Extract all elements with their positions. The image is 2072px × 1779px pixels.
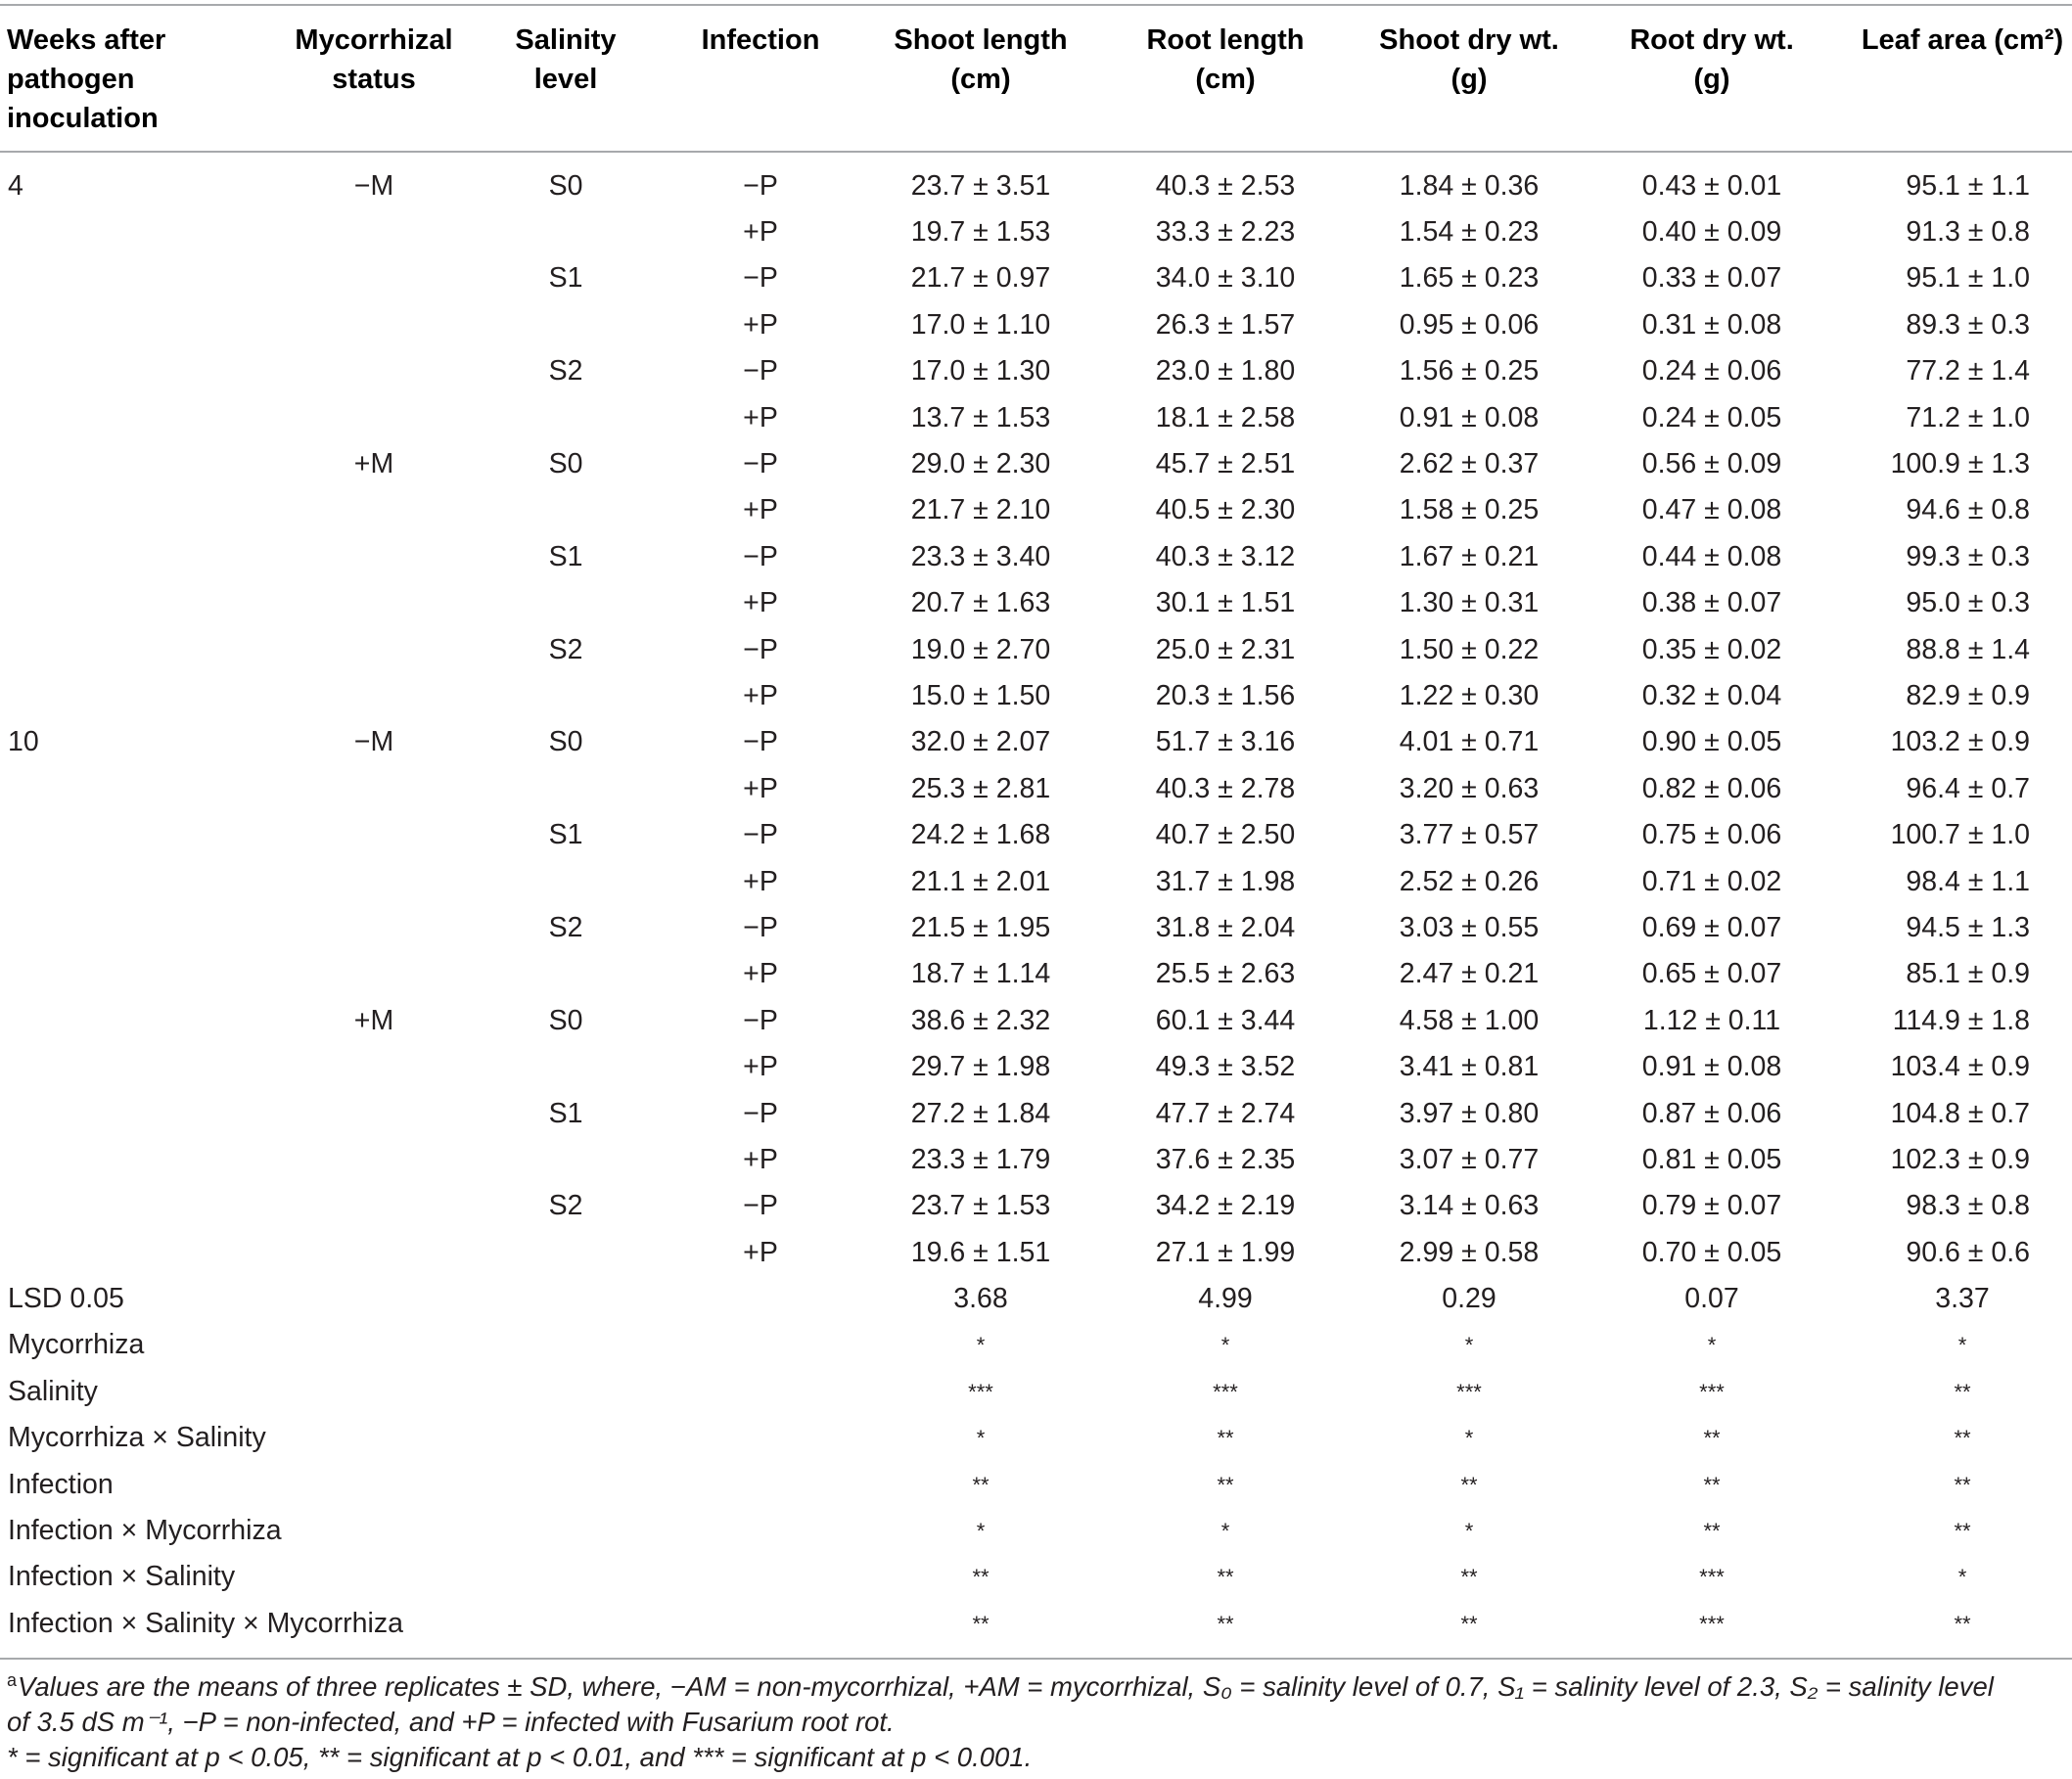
shoot-dry-wt-value: 0.91 ± 0.08	[1399, 401, 1540, 433]
shoot-length-summary-value: *	[976, 1519, 986, 1544]
infection-cell: −P	[743, 633, 778, 665]
root-dry-wt-summary-value: **	[1703, 1472, 1721, 1497]
root-dry-wt-summary-value: *	[1707, 1333, 1717, 1358]
shoot-length-value: 21.1 ± 2.01	[910, 865, 1051, 897]
header-weeks-line: Weeks after	[7, 24, 166, 56]
infection-cell: +P	[743, 401, 778, 433]
summary-row-label: Infection	[8, 1468, 114, 1500]
infection-cell: −P	[743, 262, 778, 295]
salinity-level-cell: S2	[548, 633, 583, 665]
root-dry-wt-value: 0.40 ± 0.09	[1641, 216, 1782, 249]
shoot-length-value: 32.0 ± 2.07	[910, 726, 1051, 758]
root-length-value: 33.3 ± 2.23	[1155, 216, 1296, 249]
shoot-dry-wt-value: 3.03 ± 0.55	[1399, 911, 1540, 943]
root-dry-wt-value: 0.81 ± 0.05	[1641, 1143, 1782, 1175]
footnote-text: * = significant at p < 0.05, ** = significant at p < 0.01, and *** = significant at p < 0.001.	[7, 1742, 1033, 1772]
shoot-dry-wt-summary-value: **	[1460, 1472, 1478, 1497]
infection-cell: +P	[743, 1051, 778, 1083]
infection-cell: −P	[743, 726, 778, 758]
shoot-dry-wt-summary-value: **	[1460, 1611, 1478, 1636]
root-dry-wt-summary-value: ***	[1699, 1379, 1725, 1404]
shoot-dry-wt-value: 2.52 ± 0.26	[1399, 865, 1540, 897]
header-root-length-line: Root length	[1146, 24, 1305, 56]
infection-cell: −P	[743, 911, 778, 943]
root-dry-wt-value: 0.24 ± 0.06	[1641, 355, 1782, 388]
root-length-summary-value: ***	[1213, 1379, 1238, 1404]
root-dry-wt-value: 0.32 ± 0.04	[1641, 679, 1782, 711]
header-root-dry-wt-line: (g)	[1693, 64, 1730, 95]
root-dry-wt-value: 0.47 ± 0.08	[1641, 494, 1782, 526]
root-length-summary-value: **	[1217, 1565, 1234, 1590]
table-bottom-rule	[0, 1658, 2072, 1660]
header-mycorrhizal-status-line: status	[332, 64, 416, 95]
salinity-level-cell: S0	[548, 169, 583, 202]
infection-cell: +P	[743, 587, 778, 619]
shoot-dry-wt-value: 1.56 ± 0.25	[1399, 355, 1540, 388]
infection-cell: −P	[743, 1004, 778, 1036]
header-root-dry-wt	[1589, 7, 1834, 138]
root-length-value: 30.1 ± 1.51	[1155, 587, 1296, 619]
leaf-area-value: 89.3 ± 0.3	[1906, 308, 2030, 341]
root-length-value: 40.3 ± 2.53	[1155, 169, 1296, 202]
root-dry-wt-value: 0.43 ± 0.01	[1641, 169, 1782, 202]
root-length-value: 25.0 ± 2.31	[1155, 633, 1296, 665]
root-dry-wt-summary-value: **	[1703, 1426, 1721, 1451]
header-salinity-level-line: Salinity	[515, 24, 617, 56]
shoot-dry-wt-value: 1.22 ± 0.30	[1399, 679, 1540, 711]
salinity-level-cell: S0	[548, 1004, 583, 1036]
shoot-length-value: 17.0 ± 1.10	[910, 308, 1051, 341]
root-dry-wt-value: 0.31 ± 0.08	[1641, 308, 1782, 341]
mycorrhizal-status-cell: −M	[353, 169, 394, 202]
infection-cell: +P	[743, 1236, 778, 1268]
leaf-area-summary-value: **	[1954, 1426, 1971, 1451]
shoot-length-value: 23.7 ± 1.53	[910, 1190, 1051, 1222]
root-length-summary-value: *	[1220, 1519, 1230, 1544]
root-length-value: 34.0 ± 3.10	[1155, 262, 1296, 295]
root-length-summary-value: *	[1220, 1333, 1230, 1358]
shoot-dry-wt-value: 1.54 ± 0.23	[1399, 216, 1540, 249]
shoot-dry-wt-value: 2.99 ± 0.58	[1399, 1236, 1540, 1268]
root-dry-wt-value: 0.90 ± 0.05	[1641, 726, 1782, 758]
header-shoot-dry-wt-line: (g)	[1450, 64, 1488, 95]
root-length-value: 23.0 ± 1.80	[1155, 355, 1296, 388]
shoot-length-value: 23.7 ± 3.51	[910, 169, 1051, 202]
infection-cell: −P	[743, 448, 778, 480]
root-dry-wt-value: 0.82 ± 0.06	[1641, 772, 1782, 804]
root-dry-wt-value: 0.24 ± 0.05	[1641, 401, 1782, 433]
shoot-dry-wt-summary-value: 0.29	[1442, 1283, 1496, 1315]
shoot-dry-wt-value: 2.62 ± 0.37	[1399, 448, 1540, 480]
weeks-cell: 4	[8, 169, 23, 202]
leaf-area-value: 98.4 ± 1.1	[1906, 865, 2030, 897]
footnote-text: Values are the means of three replicates ± SD, where, −AM = non-mycorrhizal, +AM = mycorrhizal, S₀ = salinity level of 0.7, S₁ = salinity level of 2.3, S₂ = salinity level	[18, 1671, 1994, 1702]
root-length-value: 60.1 ± 3.44	[1155, 1004, 1296, 1036]
footnote-line	[0, 1669, 2072, 1705]
shoot-dry-wt-value: 3.14 ± 0.63	[1399, 1190, 1540, 1222]
leaf-area-value: 103.2 ± 0.9	[1890, 726, 2030, 758]
summary-row-label: Mycorrhiza × Salinity	[8, 1422, 266, 1454]
leaf-area-summary-value: 3.37	[1935, 1283, 1990, 1315]
shoot-length-value: 13.7 ± 1.53	[910, 401, 1051, 433]
infection-cell: −P	[743, 169, 778, 202]
shoot-length-value: 18.7 ± 1.14	[910, 958, 1051, 990]
root-length-summary-value: **	[1217, 1472, 1234, 1497]
leaf-area-value: 90.6 ± 0.6	[1906, 1236, 2030, 1268]
root-dry-wt-summary-value: ***	[1699, 1611, 1725, 1636]
shoot-length-value: 17.0 ± 1.30	[910, 355, 1051, 388]
summary-row-label: Infection × Salinity × Mycorrhiza	[8, 1607, 403, 1639]
summary-row-label: Infection × Mycorrhiza	[8, 1515, 282, 1547]
salinity-level-cell: S1	[548, 262, 583, 295]
leaf-area-value: 114.9 ± 1.8	[1892, 1004, 2030, 1036]
leaf-area-value: 77.2 ± 1.4	[1906, 355, 2030, 388]
shoot-dry-wt-value: 1.30 ± 0.31	[1399, 587, 1540, 619]
infection-cell: −P	[743, 1097, 778, 1129]
leaf-area-value: 71.2 ± 1.0	[1906, 401, 2030, 433]
root-length-value: 26.3 ± 1.57	[1155, 308, 1296, 341]
shoot-dry-wt-value: 1.65 ± 0.23	[1399, 262, 1540, 295]
shoot-dry-wt-value: 1.84 ± 0.36	[1399, 169, 1540, 202]
root-dry-wt-value: 0.70 ± 0.05	[1641, 1236, 1782, 1268]
shoot-dry-wt-value: 4.58 ± 1.00	[1399, 1004, 1540, 1036]
shoot-length-value: 15.0 ± 1.50	[910, 679, 1051, 711]
leaf-area-value: 91.3 ± 0.8	[1906, 216, 2030, 249]
root-length-value: 49.3 ± 3.52	[1155, 1051, 1296, 1083]
shoot-length-value: 21.5 ± 1.95	[910, 911, 1051, 943]
root-length-value: 31.8 ± 2.04	[1155, 911, 1296, 943]
root-length-value: 47.7 ± 2.74	[1155, 1097, 1296, 1129]
root-dry-wt-value: 0.69 ± 0.07	[1641, 911, 1782, 943]
summary-row-label: Infection × Salinity	[8, 1561, 236, 1593]
infection-cell: +P	[743, 772, 778, 804]
shoot-dry-wt-value: 1.67 ± 0.21	[1399, 540, 1540, 572]
table-top-rule	[0, 4, 2072, 6]
root-dry-wt-value: 0.87 ± 0.06	[1641, 1097, 1782, 1129]
header-shoot-length-line: (cm)	[950, 64, 1011, 95]
shoot-length-value: 21.7 ± 2.10	[910, 494, 1051, 526]
root-dry-wt-value: 0.33 ± 0.07	[1641, 262, 1782, 295]
shoot-dry-wt-summary-value: **	[1460, 1565, 1478, 1590]
root-length-value: 25.5 ± 2.63	[1155, 958, 1296, 990]
shoot-dry-wt-value: 0.95 ± 0.06	[1399, 308, 1540, 341]
shoot-length-value: 24.2 ± 1.68	[910, 819, 1051, 851]
shoot-length-summary-value: **	[972, 1565, 990, 1590]
header-infection-line: Infection	[701, 24, 820, 56]
salinity-level-cell: S1	[548, 1097, 583, 1129]
infection-cell: +P	[743, 865, 778, 897]
root-dry-wt-value: 0.65 ± 0.07	[1641, 958, 1782, 990]
shoot-length-value: 23.3 ± 3.40	[910, 540, 1051, 572]
footnote-text: of 3.5 dS m⁻¹, −P = non-infected, and +P = infected with Fusarium root rot.	[7, 1707, 895, 1737]
header-mycorrhizal-status	[278, 7, 470, 138]
mycorrhizal-status-cell: +M	[353, 448, 394, 480]
salinity-level-cell: S1	[548, 540, 583, 572]
mycorrhizal-status-cell: +M	[353, 1004, 394, 1036]
header-shoot-length-line: Shoot length	[894, 24, 1068, 56]
shoot-dry-wt-value: 3.07 ± 0.77	[1399, 1143, 1540, 1175]
header-root-length	[1102, 7, 1349, 138]
root-dry-wt-value: 0.38 ± 0.07	[1641, 587, 1782, 619]
shoot-length-value: 27.2 ± 1.84	[910, 1097, 1051, 1129]
root-length-value: 18.1 ± 2.58	[1155, 401, 1296, 433]
shoot-length-value: 38.6 ± 2.32	[910, 1004, 1051, 1036]
leaf-area-summary-value: **	[1954, 1472, 1971, 1497]
root-length-value: 51.7 ± 3.16	[1155, 726, 1296, 758]
header-root-dry-wt-line: Root dry wt.	[1630, 24, 1794, 56]
salinity-level-cell: S2	[548, 911, 583, 943]
root-dry-wt-summary-value: **	[1703, 1519, 1721, 1544]
root-length-value: 40.5 ± 2.30	[1155, 494, 1296, 526]
salinity-level-cell: S0	[548, 448, 583, 480]
infection-cell: +P	[743, 216, 778, 249]
leaf-area-value: 100.7 ± 1.0	[1890, 819, 2030, 851]
root-dry-wt-value: 0.91 ± 0.08	[1641, 1051, 1782, 1083]
root-length-value: 37.6 ± 2.35	[1155, 1143, 1296, 1175]
infection-cell: +P	[743, 1143, 778, 1175]
root-dry-wt-value: 1.12 ± 0.11	[1642, 1004, 1781, 1036]
root-length-value: 34.2 ± 2.19	[1155, 1190, 1296, 1222]
shoot-dry-wt-value: 1.50 ± 0.22	[1399, 633, 1540, 665]
table-header	[0, 7, 2072, 138]
header-root-length-line: (cm)	[1195, 64, 1256, 95]
shoot-length-value: 19.6 ± 1.51	[910, 1236, 1051, 1268]
summary-row-label: LSD 0.05	[8, 1283, 124, 1315]
salinity-level-cell: S2	[548, 355, 583, 388]
infection-cell: −P	[743, 355, 778, 388]
leaf-area-value: 96.4 ± 0.7	[1906, 772, 2030, 804]
header-leaf-area-line: Leaf area (cm²)	[1861, 24, 2064, 56]
table-body	[0, 163, 2072, 1648]
shoot-dry-wt-value: 3.41 ± 0.81	[1399, 1051, 1540, 1083]
leaf-area-value: 95.1 ± 1.1	[1906, 169, 2030, 202]
infection-cell: +P	[743, 308, 778, 341]
root-dry-wt-value: 0.79 ± 0.07	[1641, 1190, 1782, 1222]
shoot-length-summary-value: *	[976, 1333, 986, 1358]
salinity-level-cell: S2	[548, 1190, 583, 1222]
infection-cell: −P	[743, 540, 778, 572]
infection-cell: +P	[743, 679, 778, 711]
leaf-area-value: 103.4 ± 0.9	[1890, 1051, 2030, 1083]
leaf-area-value: 85.1 ± 0.9	[1906, 958, 2030, 990]
table-footnote	[0, 1669, 2072, 1775]
root-dry-wt-value: 0.44 ± 0.08	[1641, 540, 1782, 572]
shoot-length-value: 23.3 ± 1.79	[910, 1143, 1051, 1175]
shoot-length-value: 21.7 ± 0.97	[910, 262, 1051, 295]
mycorrhizal-status-cell: −M	[353, 726, 394, 758]
shoot-dry-wt-value: 2.47 ± 0.21	[1399, 958, 1540, 990]
leaf-area-summary-value: **	[1954, 1611, 1971, 1636]
root-dry-wt-value: 0.71 ± 0.02	[1641, 865, 1782, 897]
footnote-marker: a	[7, 1669, 18, 1690]
shoot-length-summary-value: **	[972, 1611, 990, 1636]
header-shoot-dry-wt-line: Shoot dry wt.	[1379, 24, 1559, 56]
header-weeks-line: pathogen	[7, 64, 135, 95]
shoot-length-summary-value: *	[976, 1426, 986, 1451]
root-length-summary-value: 4.99	[1198, 1283, 1253, 1315]
infection-cell: −P	[743, 819, 778, 851]
header-salinity-level	[470, 7, 662, 138]
leaf-area-value: 100.9 ± 1.3	[1890, 448, 2030, 480]
summary-row-label: Mycorrhiza	[8, 1329, 145, 1361]
shoot-dry-wt-value: 3.20 ± 0.63	[1399, 772, 1540, 804]
root-length-value: 40.3 ± 2.78	[1155, 772, 1296, 804]
leaf-area-value: 102.3 ± 0.9	[1890, 1143, 2030, 1175]
root-length-value: 40.3 ± 3.12	[1155, 540, 1296, 572]
leaf-area-value: 94.5 ± 1.3	[1906, 911, 2030, 943]
leaf-area-value: 95.0 ± 0.3	[1906, 587, 2030, 619]
shoot-dry-wt-value: 4.01 ± 0.71	[1399, 726, 1540, 758]
shoot-length-value: 19.0 ± 2.70	[910, 633, 1051, 665]
leaf-area-value: 98.3 ± 0.8	[1906, 1190, 2030, 1222]
leaf-area-value: 104.8 ± 0.7	[1890, 1097, 2030, 1129]
root-dry-wt-summary-value: ***	[1699, 1565, 1725, 1590]
root-length-value: 40.7 ± 2.50	[1155, 819, 1296, 851]
shoot-dry-wt-summary-value: *	[1464, 1426, 1474, 1451]
shoot-dry-wt-value: 3.77 ± 0.57	[1399, 819, 1540, 851]
root-dry-wt-value: 0.75 ± 0.06	[1641, 819, 1782, 851]
leaf-area-value: 99.3 ± 0.3	[1906, 540, 2030, 572]
salinity-level-cell: S0	[548, 726, 583, 758]
root-length-value: 31.7 ± 1.98	[1155, 865, 1296, 897]
shoot-dry-wt-summary-value: *	[1464, 1333, 1474, 1358]
infection-cell: +P	[743, 494, 778, 526]
infection-cell: +P	[743, 958, 778, 990]
shoot-length-summary-value: **	[972, 1472, 990, 1497]
root-length-value: 27.1 ± 1.99	[1155, 1236, 1296, 1268]
shoot-length-value: 25.3 ± 2.81	[910, 772, 1051, 804]
root-length-summary-value: **	[1217, 1611, 1234, 1636]
header-leaf-area	[1834, 7, 2072, 138]
header-shoot-length	[859, 7, 1102, 138]
shoot-dry-wt-summary-value: ***	[1456, 1379, 1482, 1404]
leaf-area-value: 94.6 ± 0.8	[1906, 494, 2030, 526]
root-length-value: 45.7 ± 2.51	[1155, 448, 1296, 480]
header-salinity-level-line: level	[533, 64, 598, 95]
table-header-rule	[0, 151, 2072, 153]
header-shoot-dry-wt	[1349, 7, 1589, 138]
leaf-area-value: 88.8 ± 1.4	[1906, 633, 2030, 665]
root-dry-wt-value: 0.35 ± 0.02	[1641, 633, 1782, 665]
leaf-area-summary-value: **	[1954, 1519, 1971, 1544]
shoot-length-summary-value: ***	[968, 1379, 993, 1404]
root-length-summary-value: **	[1217, 1426, 1234, 1451]
shoot-length-value: 20.7 ± 1.63	[910, 587, 1051, 619]
shoot-length-value: 19.7 ± 1.53	[910, 216, 1051, 249]
infection-cell: −P	[743, 1190, 778, 1222]
shoot-length-value: 29.0 ± 2.30	[910, 448, 1051, 480]
leaf-area-value: 82.9 ± 0.9	[1906, 679, 2030, 711]
salinity-level-cell: S1	[548, 819, 583, 851]
shoot-length-value: 29.7 ± 1.98	[910, 1051, 1051, 1083]
shoot-dry-wt-value: 3.97 ± 0.80	[1399, 1097, 1540, 1129]
shoot-dry-wt-value: 1.58 ± 0.25	[1399, 494, 1540, 526]
leaf-area-summary-value: *	[1957, 1565, 1967, 1590]
header-mycorrhizal-status-line: Mycorrhizal	[295, 24, 453, 56]
footnote-line	[0, 1740, 2072, 1775]
footnote-line	[0, 1705, 2072, 1740]
root-dry-wt-summary-value: 0.07	[1684, 1283, 1739, 1315]
root-length-value: 20.3 ± 1.56	[1155, 679, 1296, 711]
weeks-cell: 10	[8, 726, 39, 758]
shoot-length-summary-value: 3.68	[953, 1283, 1008, 1315]
header-weeks	[0, 7, 278, 138]
summary-row-label: Salinity	[8, 1375, 98, 1407]
shoot-dry-wt-summary-value: *	[1464, 1519, 1474, 1544]
leaf-area-summary-value: **	[1954, 1379, 1971, 1404]
leaf-area-value: 95.1 ± 1.0	[1906, 262, 2030, 295]
leaf-area-summary-value: *	[1957, 1333, 1967, 1358]
root-dry-wt-value: 0.56 ± 0.09	[1641, 448, 1782, 480]
header-infection	[662, 7, 859, 138]
header-weeks-line: inoculation	[7, 103, 159, 134]
